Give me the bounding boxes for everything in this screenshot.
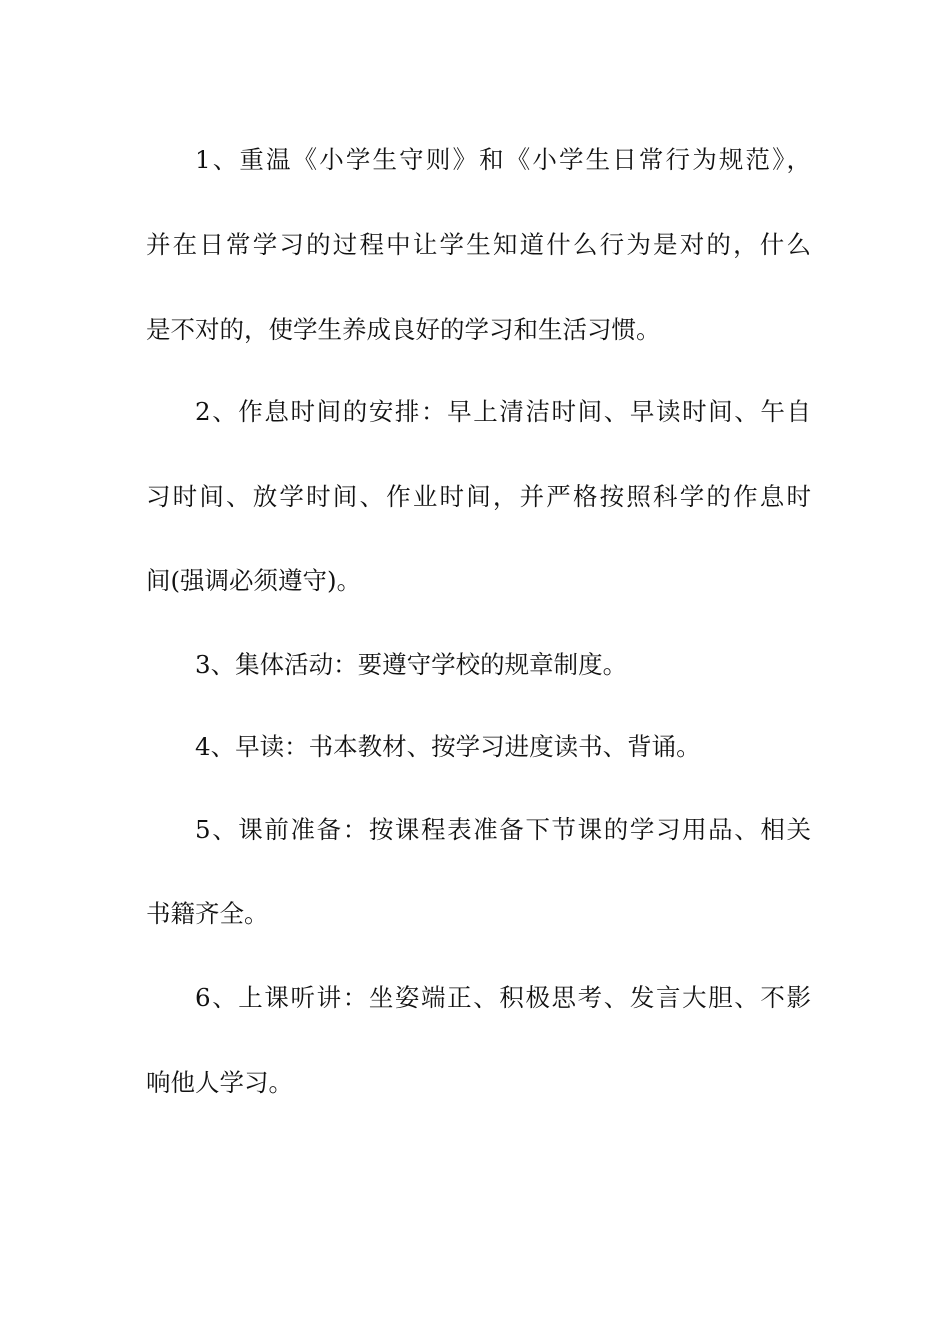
- paragraph-5-line-1: 5、课前准备：按课程表准备下节课的学习用品、相关: [195, 815, 811, 844]
- paragraph-5-line-2: 书籍齐全。: [146, 899, 269, 928]
- paragraph-6-line-1: 6、上课听讲：坐姿端正、积极思考、发言大胆、不影: [195, 983, 811, 1012]
- paragraph-1-line-2: 并在日常学习的过程中让学生知道什么行为是对的，什么: [146, 230, 811, 259]
- paragraph-1-line-1: 1、重温《小学生守则》和《小学生日常行为规范》，: [195, 145, 811, 174]
- paragraph-1-line-3: 是不对的，使学生养成良好的学习和生活习惯。: [146, 315, 661, 344]
- paragraph-2-line-1: 2、作息时间的安排：早上清洁时间、早读时间、午自: [195, 397, 811, 426]
- paragraph-2-line-3: 间(强调必须遵守)。: [146, 566, 362, 595]
- paragraph-2-line-2: 习时间、放学时间、作业时间，并严格按照科学的作息时: [146, 482, 811, 511]
- paragraph-4-line-1: 4、早读：书本教材、按学习进度读书、背诵。: [195, 732, 701, 761]
- paragraph-6-line-2: 响他人学习。: [146, 1068, 293, 1097]
- paragraph-3-line-1: 3、集体活动：要遵守学校的规章制度。: [195, 650, 628, 679]
